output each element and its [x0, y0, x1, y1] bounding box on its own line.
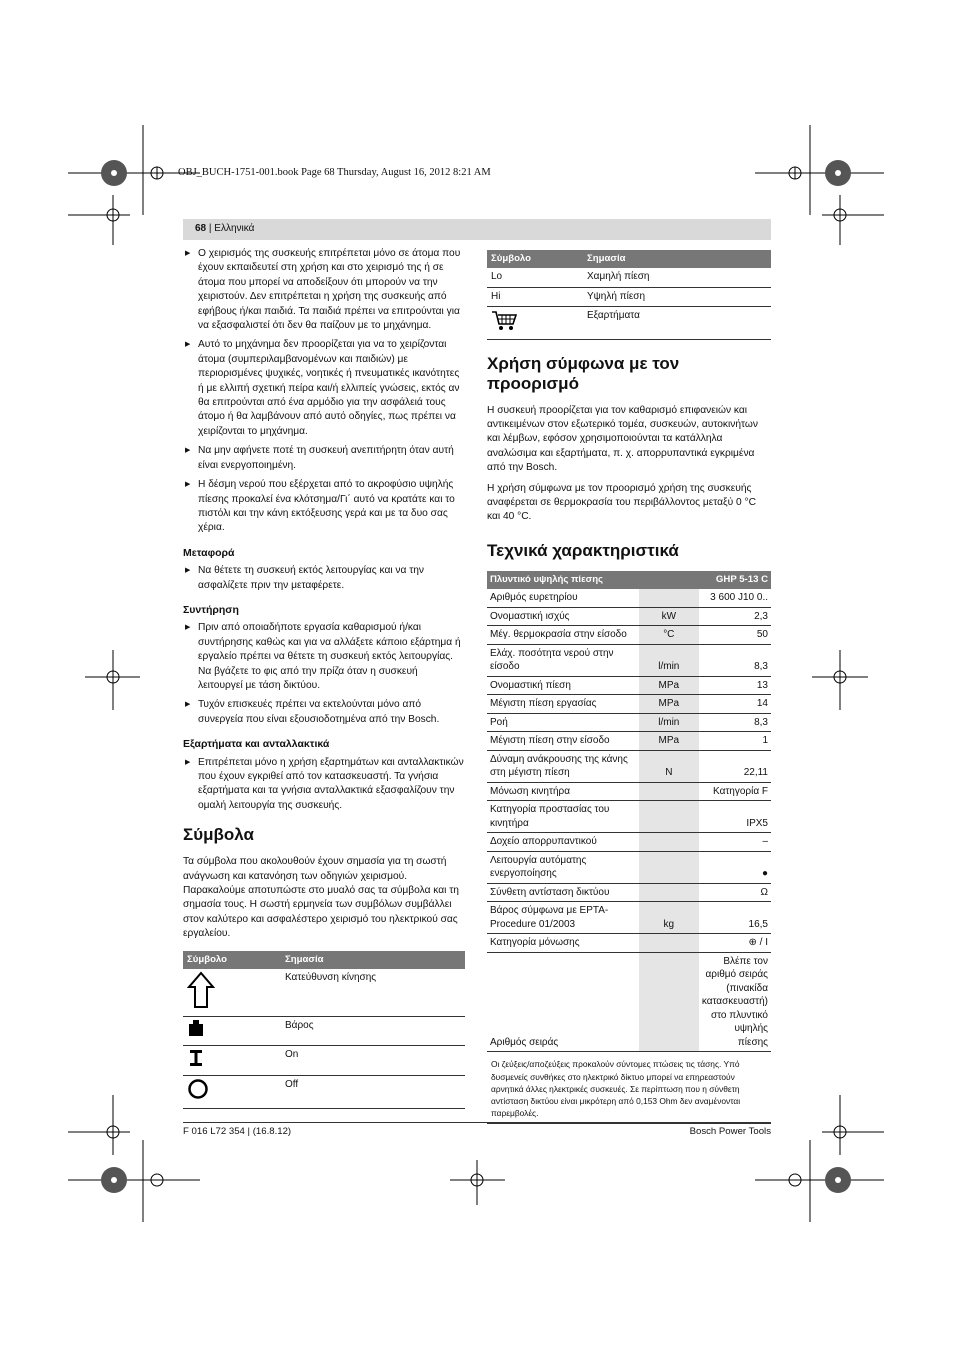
spec-label: Δύναμη ανάκρουσης της κάνης στη μέγιστη πίεση [487, 750, 639, 782]
spec-unit: MPa [639, 676, 699, 695]
spec-unit [639, 801, 699, 833]
bullet-item: ▶ Ο χειρισμός της συσκευής επιτρέπεται μόνο σε άτομα που έχουν εκπαιδευτεί στη χρήση και στο χειρισμό της ή σε άτομα που μπορεί να αποδείξουν ότι μπορούν να την χειριστούν. Δεν επιτρέπεται η χρήση της συσκευής από εφήβους ή/και παιδιά. Τα παιδιά πρέπει να επιτρούνται για να εξασφαλιστεί ότι δεν θα παίζουν με το μηχάνημα. [183, 247, 465, 333]
spec-unit [639, 952, 699, 1052]
symbol-meaning: Εξαρτήματα [583, 307, 771, 339]
spec-value: 13 [699, 676, 771, 695]
print-meta-line: OBJ_BUCH-1751-001.book Page 68 Thursday, August 16, 2012 8:21 AM [178, 167, 491, 178]
spec-label: Μόνωση κινητήρα [487, 782, 639, 801]
spec-model: GHP 5-13 C [699, 571, 771, 589]
intended-use-heading: Χρήση σύμφωνα με τον προορισμό [487, 353, 680, 393]
spec-value: ⊕ / I [699, 934, 771, 953]
page-header: 68 | Ελληνικά [183, 219, 771, 240]
symbol-code: Lo [487, 268, 583, 287]
bullet-item: ▶ Επιτρέπεται μόνο η χρήση εξαρτημάτων και ανταλλακτικών που έχουν εγκριθεί από τον κατασκευαστή. Τα γνήσια εξαρτήματα και τα γνήσια ανταλλακτικά εξασφαλίζουν την ομαλή λειτουργία της συσκευής. [183, 756, 465, 814]
spec-label: Ονομαστική ισχύς [487, 607, 639, 626]
symbol-meaning: On [281, 1045, 465, 1075]
tech-data-heading: Τεχνικά χαρακτηριστικά [487, 540, 679, 560]
spec-value: 8,3 [699, 713, 771, 732]
footer-brand: Bosch Power Tools [689, 1126, 771, 1137]
intended-use-text-1: Η συσκευή προορίζεται για τον καθαρισμό επιφανειών και αντικειμένων στον εξωτερικό τομέα, συσκευών, αυτοκινήτων και λέμβων, εφόσον χρησιμοποιούνται τα κατάλληλα αναλώσιμα και εξαρτήματα, π. χ. απορρυπαντικά εγκριμένα από την Bosch. [487, 404, 758, 474]
spec-value: 3 600 J10 0.. [699, 589, 771, 607]
spec-label: Ροή [487, 713, 639, 732]
spec-unit: kW [639, 607, 699, 626]
symbols-table-right [487, 250, 771, 340]
table-row [487, 268, 771, 287]
table-row [487, 883, 771, 902]
bullet-item: ▶ Η δέσμη νερού που εξέρχεται από το ακροφύσιο υψηλής πίεσης προκαλεί ένα κλότσημα/Γι΄ αυτό να κρατάτε και το πιστόλι και την κάνη εκτόξευσης γερά και με τα δυο σας χέρια. [183, 478, 465, 536]
table-row [487, 851, 771, 883]
off-icon [187, 1078, 209, 1100]
spec-unit [639, 883, 699, 902]
spec-unit: MPa [639, 732, 699, 751]
bullet-item: ▶ Τυχόν επισκευές πρέπει να εκτελούνται μόνο από συνεργεία που είναι εξουσιοδοτημένα από την Bosch. [183, 698, 465, 727]
spec-value: – [699, 833, 771, 852]
spec-unit: N [639, 750, 699, 782]
spec-value: Κατηγορία F [699, 782, 771, 801]
table-row [487, 801, 771, 833]
on-icon [187, 1048, 205, 1068]
spec-value: IPX5 [699, 801, 771, 833]
spec-value: Ω [699, 883, 771, 902]
table-row [487, 902, 771, 934]
spec-unit [639, 833, 699, 852]
table-row [183, 1017, 465, 1045]
table-row [487, 607, 771, 626]
spec-label: Βάρος σύμφωνα με EPTA-Procedure 01/2003 [487, 902, 639, 934]
table-row [487, 695, 771, 714]
spec-label: Δοχείο απορρυπαντικού [487, 833, 639, 852]
table-row [183, 1076, 465, 1108]
spec-value: 2,3 [699, 607, 771, 626]
weight-icon [187, 1019, 205, 1037]
spec-label: Ονομαστική πίεση [487, 676, 639, 695]
spec-value: ● [699, 851, 771, 883]
spec-label: Αριθμός σειράς [487, 952, 639, 1052]
spec-label: Λειτουργία αυτόματης ενεργοποίησης [487, 851, 639, 883]
left-column [183, 247, 465, 1109]
table-row [487, 934, 771, 953]
col-symbol: Σύμβολο [183, 951, 281, 969]
bullet-item: ▶ Αυτό το μηχάνημα δεν προορίζεται για να το χειρίζονται άτομα (συμπεριλαμβανομένων και παιδιών) με περιορισμένες ψυχικές, νοητικές ή πνευματικές ικανότητες ή με ελλιπή σχετική πείρα και/ή ελλιπείς γνώσεις, εκτός αν θα επιτρούνται από ένα αρμόδιο για την ασφάλειά τους άτομο ή θα λαμβάνουν από αυτό οδηγίες, πως πρέπει να χειρίζονται το μηχάνημα. [183, 338, 465, 439]
table-row [183, 1045, 465, 1075]
table-row [487, 287, 771, 306]
spec-value: 50 [699, 626, 771, 645]
spec-value: 22,11 [699, 750, 771, 782]
spec-unit [639, 782, 699, 801]
table-row [487, 750, 771, 782]
spec-label: Αριθμός ευρετηρίου [487, 589, 639, 607]
footer-rule [183, 1122, 771, 1123]
spec-unit [639, 934, 699, 953]
spec-label: Μέγιστη πίεση εργασίας [487, 695, 639, 714]
table-row [487, 307, 771, 339]
spec-label: Κατηγορία μόνωσης [487, 934, 639, 953]
spec-unit: °C [639, 626, 699, 645]
table-row [183, 969, 465, 1017]
symbols-heading: Σύμβολα [183, 825, 254, 845]
table-row [487, 732, 771, 751]
spec-value: 14 [699, 695, 771, 714]
spec-unit [639, 851, 699, 883]
spec-product: Πλυντικό υψηλής πίεσης [487, 571, 699, 589]
spec-label: Σύνθετη αντίσταση δικτύου [487, 883, 639, 902]
spec-label: Μέγ. θερμοκρασία στην είσοδο [487, 626, 639, 645]
spec-value: 16,5 [699, 902, 771, 934]
intended-use-text-2: Η χρήση σύμφωνα με τον προορισμό χρήση της συσκευής αναφέρεται σε θερμοκρασία του περιβάλλοντος μεταξύ 0 °C και 40 °C. [487, 482, 756, 523]
table-row [487, 952, 771, 1052]
col-meaning: Σημασία [281, 951, 465, 969]
spec-unit [639, 589, 699, 607]
symbol-code: Hi [487, 287, 583, 306]
maintenance-heading: Συντήρηση [183, 603, 239, 616]
table-row [487, 626, 771, 645]
table-row [487, 676, 771, 695]
footnote: Οι ζεύξεις/αποζεύξεις προκαλούν σύντομες πτώσεις τις τάσης. Υπό δυσμενείς συνθήκες στο ηλεκτρικό δίκτυο μπορεί να επηρεαστούν αρνητικά άλλες ηλεκτρικές συσκευές. Σε περίπτωση που η σύνθετη αντίσταση δικτύου είναι μικρότερη από 0,153 Ohm δεν αναμένονται παρεμβολές. [487, 1052, 771, 1123]
page-language: Ελληνικά [214, 223, 255, 234]
symbol-meaning: Χαμηλή πίεση [583, 268, 771, 287]
page-number: 68 [195, 223, 207, 234]
footer-doc-id: F 016 L72 354 | (16.8.12) [183, 1126, 292, 1137]
parts-heading: Εξαρτήματα και ανταλλακτικά [183, 738, 330, 751]
spec-unit: l/min [639, 644, 699, 676]
table-header-row [487, 571, 771, 589]
bullet-item: ▶ Να θέτετε τη συσκευή εκτός λειτουργίας και να την ασφαλίζετε πριν την μεταφέρετε. [183, 564, 465, 593]
symbols-table-left [183, 951, 465, 1109]
spec-label: Κατηγορία προστασίας του κινητήρα [487, 801, 639, 833]
symbol-meaning: Υψηλή πίεση [583, 287, 771, 306]
accessories-basket-icon [491, 309, 517, 331]
spec-unit: kg [639, 902, 699, 934]
table-row [487, 589, 771, 607]
col-meaning: Σημασία [583, 250, 771, 268]
table-row [487, 644, 771, 676]
table-row [487, 833, 771, 852]
direction-arrow-icon [187, 971, 215, 1009]
symbols-intro: Τα σύμβολα που ακολουθούν έχουν σημασία για τη σωστή ανάγνωση και κατανόηση των οδηγιών χειρισμού. Παρακαλούμε αποτυπώστε στο μυαλό σας τα σύμβολα και τη σημασία τους. Η σωστή ερμηνεία των συμβόλων συμβάλλει στον καλύτερο και ασφαλέστερο χειρισμό του ηλεκτρικού σας εργαλείου. [183, 856, 459, 940]
bullet-item: ▶ Να μην αφήνετε ποτέ τη συσκευή ανεπιτήρητη όταν αυτή είναι ενεργοποιημένη. [183, 444, 465, 473]
symbol-meaning: Off [281, 1076, 465, 1108]
tech-spec-table [487, 571, 771, 1052]
symbol-meaning: Βάρος [281, 1017, 465, 1045]
spec-value: 1 [699, 732, 771, 751]
spec-label: Μέγιστη πίεση στην είσοδο [487, 732, 639, 751]
spec-label: Ελάχ. ποσότητα νερού στην είσοδο [487, 644, 639, 676]
transport-heading: Μεταφορά [183, 546, 235, 559]
symbol-meaning: Κατεύθυνση κίνησης [281, 969, 465, 1017]
bullet-item: ▶ Πριν από οποιαδήποτε εργασία καθαρισμού ή/και συντήρησης καθώς και για να αλλάξετε κάποιο εξάρτημα ή εργαλείο πρέπει να θέτετε τη συσκευή εκτός λειτουργίας. Να βγάζετε το φις από την πρίζα όταν η συσκευή λειτουργεί με τάση δικτύου. [183, 621, 465, 693]
col-symbol: Σύμβολο [487, 250, 583, 268]
table-row [487, 713, 771, 732]
right-column [487, 250, 771, 1124]
spec-value: 8,3 [699, 644, 771, 676]
table-row [487, 782, 771, 801]
spec-unit: MPa [639, 695, 699, 714]
spec-value: Βλέπε τον αριθμό σειράς (πινακίδα κατασκευαστή) στο πλυντικό υψηλής πίεσης [699, 952, 771, 1052]
spec-unit: l/min [639, 713, 699, 732]
